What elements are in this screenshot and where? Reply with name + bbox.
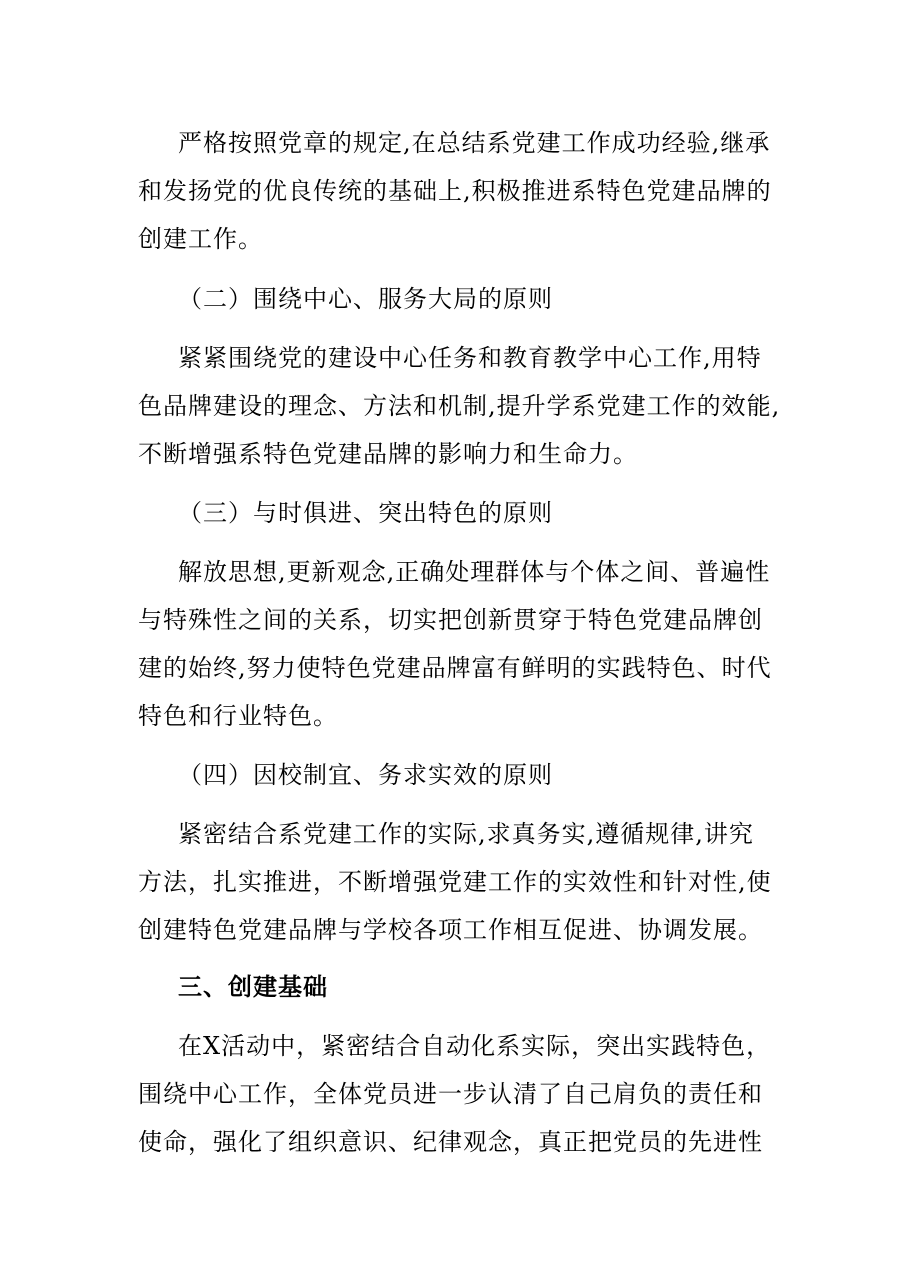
paragraph-line: 创建工作。 — [138, 225, 263, 253]
paragraph-line: 围绕中心工作，全体党员进一步认清了自己肩负的责任和 — [138, 1080, 763, 1108]
paragraph-line: 紧紧围绕党的建设中心任务和教育教学中心工作,用特 — [178, 344, 762, 372]
subheading: （二）围绕中心、服务大局的原则 — [178, 285, 553, 313]
paragraph-line: 建的始终,努力使特色党建品牌富有鲜明的实践特色、时代 — [138, 654, 772, 682]
subheading: （三）与时俱进、突出特色的原则 — [178, 499, 553, 527]
paragraph-line: 色品牌建设的理念、方法和机制,提升学系党建工作的效能, — [138, 392, 781, 420]
paragraph-line: 特色和行业特色。 — [138, 702, 338, 730]
section-heading: 三、创建基础 — [178, 973, 328, 1001]
paragraph-line: 和发扬党的优良传统的基础上,积极推进系特色党建品牌的 — [138, 177, 772, 205]
paragraph-line: 解放思想,更新观念,正确处理群体与个体之间、普遍性 — [178, 558, 771, 586]
paragraph-line: 与特殊性之间的关系，切实把创新贯穿于特色党建品牌创 — [138, 606, 763, 634]
subheading: （四）因校制宜、务求实效的原则 — [178, 761, 553, 789]
paragraph-line: 在X活动中，紧密结合自动化系实际，突出实践特色， — [178, 1032, 772, 1060]
paragraph-line: 使命，强化了组织意识、纪律观念，真正把党员的先进性 — [138, 1128, 763, 1156]
paragraph-line: 创建特色党建品牌与学校各项工作相互促进、协调发展。 — [138, 916, 763, 944]
paragraph-line: 方法，扎实推进，不断增强党建工作的实效性和针对性,使 — [138, 868, 772, 896]
paragraph-line: 严格按照党章的规定,在总结系党建工作成功经验,继承 — [178, 129, 771, 157]
paragraph-line: 不断增强系特色党建品牌的影响力和生命力。 — [138, 440, 638, 468]
paragraph-line: 紧密结合系党建工作的实际,求真务实,遵循规律,讲究 — [178, 820, 754, 848]
